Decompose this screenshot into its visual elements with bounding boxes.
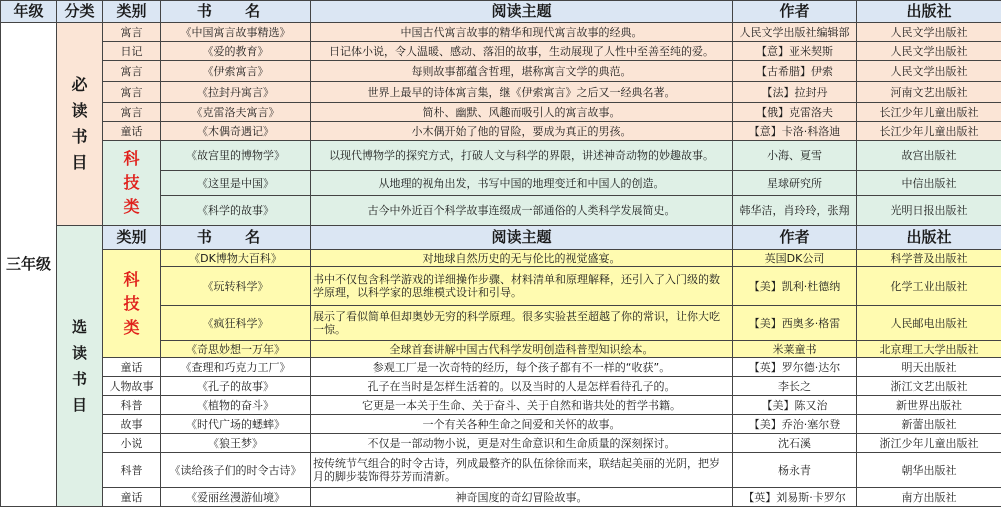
row-title: 《DK博物大百科》: [161, 250, 311, 267]
section-selected-label: 选读书目: [72, 314, 88, 418]
row-author: 【美】西奥多·格雷: [733, 306, 857, 341]
row-author: 星球研究所: [733, 171, 857, 196]
row-title: 《狼王梦》: [161, 434, 311, 453]
section-required-label: 必读书目: [72, 72, 88, 176]
row-publisher: 河南文艺出版社: [857, 82, 1001, 103]
row-author: 小海、夏雪: [733, 141, 857, 171]
row-title: 《奇思妙想一万年》: [161, 341, 311, 358]
row-publisher: 长江少年儿童出版社: [857, 103, 1001, 122]
row-title: 《孔子的故事》: [161, 377, 311, 396]
row-publisher: 新蕾出版社: [857, 415, 1001, 434]
row-theme: 一个有关各种生命之间爱和关怀的故事。: [311, 415, 733, 434]
table-row: [1, 23, 1001, 42]
row-publisher: 故宫出版社: [857, 141, 1001, 171]
row-author: 英国DK公司: [733, 250, 857, 267]
row-theme: 参观工厂是一次奇特的经历，每个孩子都有不一样的“收获”。: [311, 358, 733, 377]
table-row: [1, 453, 1001, 488]
row-publisher: 光明日报出版社: [857, 196, 1001, 226]
table-row: [1, 358, 1001, 377]
row-author: 【俄】克雷洛夫: [733, 103, 857, 122]
row-theme: 简朴、幽默、风趣而吸引人的寓言故事。: [311, 103, 733, 122]
row-theme: 日记体小说，令人温暖、感动、落泪的故事，生动展现了人性中至善至纯的爱。: [311, 42, 733, 61]
row-category: 童话: [103, 358, 161, 377]
header-title: 书 名: [161, 1, 311, 23]
row-category: 人物故事: [103, 377, 161, 396]
row-title: 《克雷洛夫寓言》: [161, 103, 311, 122]
table-row: [1, 82, 1001, 103]
table-row: [1, 377, 1001, 396]
science-label: 科技类: [123, 268, 141, 340]
row-title: 《拉封丹寓言》: [161, 82, 311, 103]
table-row: [1, 434, 1001, 453]
row-author: 人民文学出版社编辑部: [733, 23, 857, 42]
row-title: 《玩转科学》: [161, 267, 311, 306]
row-category: 童话: [103, 488, 161, 507]
table-row: [1, 250, 1001, 267]
row-title: 《时代广场的蟋蟀》: [161, 415, 311, 434]
table-row: [1, 415, 1001, 434]
row-author: 李长之: [733, 377, 857, 396]
row-author: 米莱童书: [733, 341, 857, 358]
science-label: 科技类: [123, 147, 141, 219]
subheader-category: 类别: [103, 226, 161, 250]
row-category: 科普: [103, 396, 161, 415]
row-title: 《木偶奇遇记》: [161, 122, 311, 141]
row-publisher: 人民文学出版社: [857, 23, 1001, 42]
row-theme: 按传统节气组合的时令古诗，列成最整齐的队伍徐徐而来，联结起美丽的光阴，把岁月的脚步装饰得芬芳而清新。: [311, 453, 733, 488]
table-row: [1, 42, 1001, 61]
row-publisher: 人民文学出版社: [857, 42, 1001, 61]
row-title: 《科学的故事》: [161, 196, 311, 226]
row-theme: 全球首套讲解中国古代科学发明创造科普型知识绘本。: [311, 341, 733, 358]
row-title: 《伊索寓言》: [161, 61, 311, 82]
header-theme: 阅读主题: [311, 1, 733, 23]
row-title: 《植物的奋斗》: [161, 396, 311, 415]
row-author: 【英】刘易斯·卡罗尔: [733, 488, 857, 507]
row-publisher: 明天出版社: [857, 358, 1001, 377]
table-row: [1, 103, 1001, 122]
section-selected-science: [103, 250, 161, 358]
row-title: 《爱的教育》: [161, 42, 311, 61]
row-publisher: 新世界出版社: [857, 396, 1001, 415]
row-title: 《爱丽丝漫游仙境》: [161, 488, 311, 507]
row-author: 【意】卡洛·科洛迪: [733, 122, 857, 141]
grade-label: 三年级: [1, 23, 57, 507]
row-category: 寓言: [103, 103, 161, 122]
row-category: 寓言: [103, 82, 161, 103]
row-category: 小说: [103, 434, 161, 453]
table-row: [1, 396, 1001, 415]
header-category: 类别: [103, 1, 161, 23]
header-grade: 年级: [1, 1, 57, 23]
row-publisher: 朝华出版社: [857, 453, 1001, 488]
row-theme: 从地理的视角出发，书写中国的地理变迁和中国人的创造。: [311, 171, 733, 196]
subheader-row: [1, 226, 1001, 250]
row-publisher: 科学普及出版社: [857, 250, 1001, 267]
row-title: 《疯狂科学》: [161, 306, 311, 341]
row-title: 《中国寓言故事精选》: [161, 23, 311, 42]
table-row: [1, 61, 1001, 82]
row-category: 寓言: [103, 23, 161, 42]
row-category: 童话: [103, 122, 161, 141]
row-author: 【美】乔治·塞尔登: [733, 415, 857, 434]
section-selected: [57, 226, 103, 507]
row-title: 《查理和巧克力工厂》: [161, 358, 311, 377]
row-author: 【美】陈又治: [733, 396, 857, 415]
row-author: 【美】凯利·杜德纳: [733, 267, 857, 306]
header-group: 分类: [57, 1, 103, 23]
row-publisher: 北京理工大学出版社: [857, 341, 1001, 358]
row-theme: 它更是一本关于生命、关于奋斗、关于自然和谐共处的哲学书籍。: [311, 396, 733, 415]
row-publisher: 人民邮电出版社: [857, 306, 1001, 341]
row-theme: 每则故事都蕴含哲理，堪称寓言文学的典范。: [311, 61, 733, 82]
subheader-theme: 阅读主题: [311, 226, 733, 250]
row-publisher: 长江少年儿童出版社: [857, 122, 1001, 141]
row-author: 【英】罗尔德·达尔: [733, 358, 857, 377]
row-publisher: 人民文学出版社: [857, 61, 1001, 82]
row-theme: 中国古代寓言故事的精华和现代寓言故事的经典。: [311, 23, 733, 42]
row-category: 日记: [103, 42, 161, 61]
row-theme: 世界上最早的诗体寓言集，继《伊索寓言》之后又一经典名著。: [311, 82, 733, 103]
row-publisher: 化学工业出版社: [857, 267, 1001, 306]
row-author: 沈石溪: [733, 434, 857, 453]
row-category: 故事: [103, 415, 161, 434]
row-category: 寓言: [103, 61, 161, 82]
table-row: [1, 488, 1001, 507]
subheader-author: 作者: [733, 226, 857, 250]
row-theme: 小木偶开始了他的冒险，要成为真正的男孩。: [311, 122, 733, 141]
row-theme: 书中不仅包含科学游戏的详细操作步骤、材料清单和原理解释，还引入了入门级的数学原理，以科学家的思维模式设计和引导。: [311, 267, 733, 306]
row-publisher: 浙江少年儿童出版社: [857, 434, 1001, 453]
row-theme: 神奇国度的奇幻冒险故事。: [311, 488, 733, 507]
row-theme: 展示了看似简单但却奥妙无穷的科学原理。很多实验甚至超越了你的常识，让你大吃一惊。: [311, 306, 733, 341]
row-author: 韩华洁，肖玲玲，张翔: [733, 196, 857, 226]
row-theme: 不仅是一部动物小说，更是对生命意识和生命质量的深刻探讨。: [311, 434, 733, 453]
table-row: [1, 141, 1001, 171]
header-publisher: 出版社: [857, 1, 1001, 23]
row-publisher: 浙江文艺出版社: [857, 377, 1001, 396]
section-required-science: [103, 141, 161, 226]
header-row: [1, 1, 1001, 23]
row-author: 杨永青: [733, 453, 857, 488]
row-theme: 以现代博物学的探究方式，打破人文与科学的界限，讲述神奇动物的妙趣故事。: [311, 141, 733, 171]
row-author: 【法】拉封丹: [733, 82, 857, 103]
row-category: 科普: [103, 453, 161, 488]
row-title: 《这里是中国》: [161, 171, 311, 196]
row-title: 《故宫里的博物学》: [161, 141, 311, 171]
row-title: 《读给孩子们的时令古诗》: [161, 453, 311, 488]
table-row: [1, 122, 1001, 141]
subheader-publisher: 出版社: [857, 226, 1001, 250]
row-author: 【古希腊】伊索: [733, 61, 857, 82]
row-author: 【意】亚米契斯: [733, 42, 857, 61]
row-theme: 孔子在当时是怎样生活着的。以及当时的人是怎样看待孔子的。: [311, 377, 733, 396]
subheader-title: 书 名: [161, 226, 311, 250]
row-publisher: 南方出版社: [857, 488, 1001, 507]
row-theme: 古今中外近百个科学故事连缀成一部通俗的人类科学发展简史。: [311, 196, 733, 226]
section-required: [57, 23, 103, 226]
row-theme: 对地球自然历史的无与伦比的视觉盛宴。: [311, 250, 733, 267]
header-author: 作者: [733, 1, 857, 23]
row-publisher: 中信出版社: [857, 171, 1001, 196]
